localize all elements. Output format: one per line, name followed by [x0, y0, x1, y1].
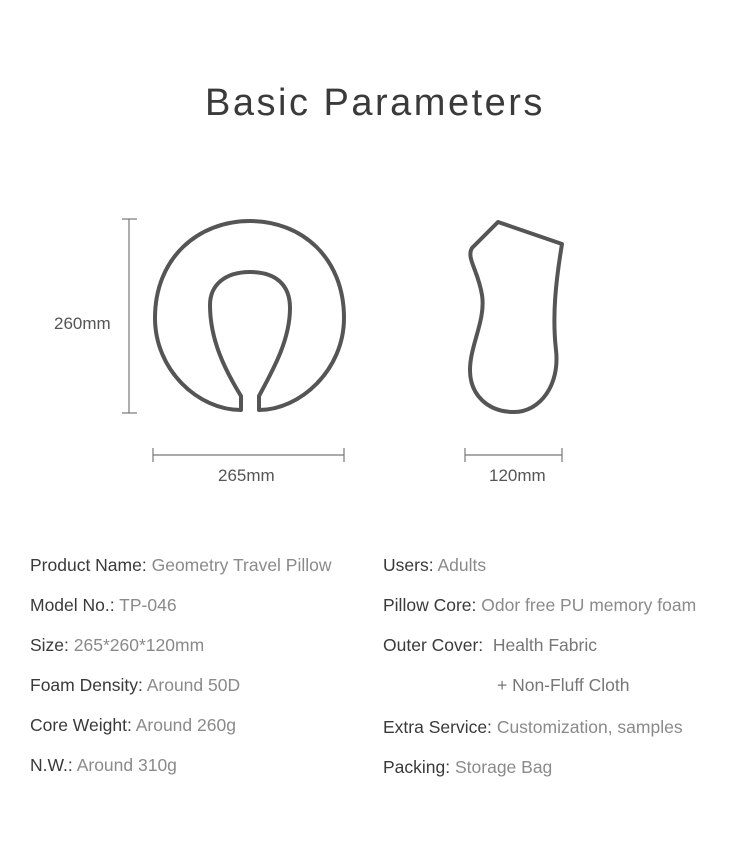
param-value: Around 50D [146, 675, 241, 695]
param-packing [383, 757, 552, 778]
param-pillow-core [383, 595, 696, 616]
param-extra-service [383, 717, 683, 738]
param-label: Model No.: [30, 595, 115, 615]
param-foam-density [30, 675, 240, 696]
param-value: Odor free PU memory foam [481, 595, 697, 615]
param-value: Around 310g [76, 755, 177, 775]
param-value: Customization, samples [496, 717, 683, 737]
param-label: Users: [383, 555, 434, 575]
param-net-weight [30, 755, 177, 776]
param-value: 265*260*120mm [73, 635, 205, 655]
param-value: Adults [437, 555, 487, 575]
param-users [383, 555, 486, 576]
param-size [30, 635, 204, 656]
param-value: Geometry Travel Pillow [151, 555, 332, 575]
param-label: Core Weight: [30, 715, 132, 735]
param-label: Foam Density: [30, 675, 143, 695]
param-value: Health Fabric [492, 635, 597, 655]
param-label: Pillow Core: [383, 595, 477, 615]
depth-dimension-label: 120mm [489, 466, 546, 485]
height-dimension-label: 260mm [54, 314, 111, 333]
param-label: Size: [30, 635, 69, 655]
param-label: Outer Cover: [383, 635, 484, 655]
param-outer-cover-extra [497, 675, 629, 696]
param-value: TP-046 [119, 595, 177, 615]
param-core-weight [30, 715, 236, 736]
param-label: N.W.: [30, 755, 73, 775]
param-label: Packing: [383, 757, 451, 777]
page-title: Basic Parameters [205, 82, 545, 124]
param-label: Extra Service: [383, 717, 492, 737]
param-outer-cover [383, 635, 597, 656]
param-model-no [30, 595, 177, 616]
param-value: Around 260g [135, 715, 236, 735]
u-pillow-front-outline [155, 221, 344, 410]
param-label: Product Name: [30, 555, 147, 575]
param-product-name [30, 555, 332, 576]
param-value: + Non-Fluff Cloth [497, 675, 630, 695]
param-value: Storage Bag [455, 757, 553, 777]
width-dimension-label: 265mm [218, 466, 275, 485]
pillow-side-outline [470, 222, 562, 412]
